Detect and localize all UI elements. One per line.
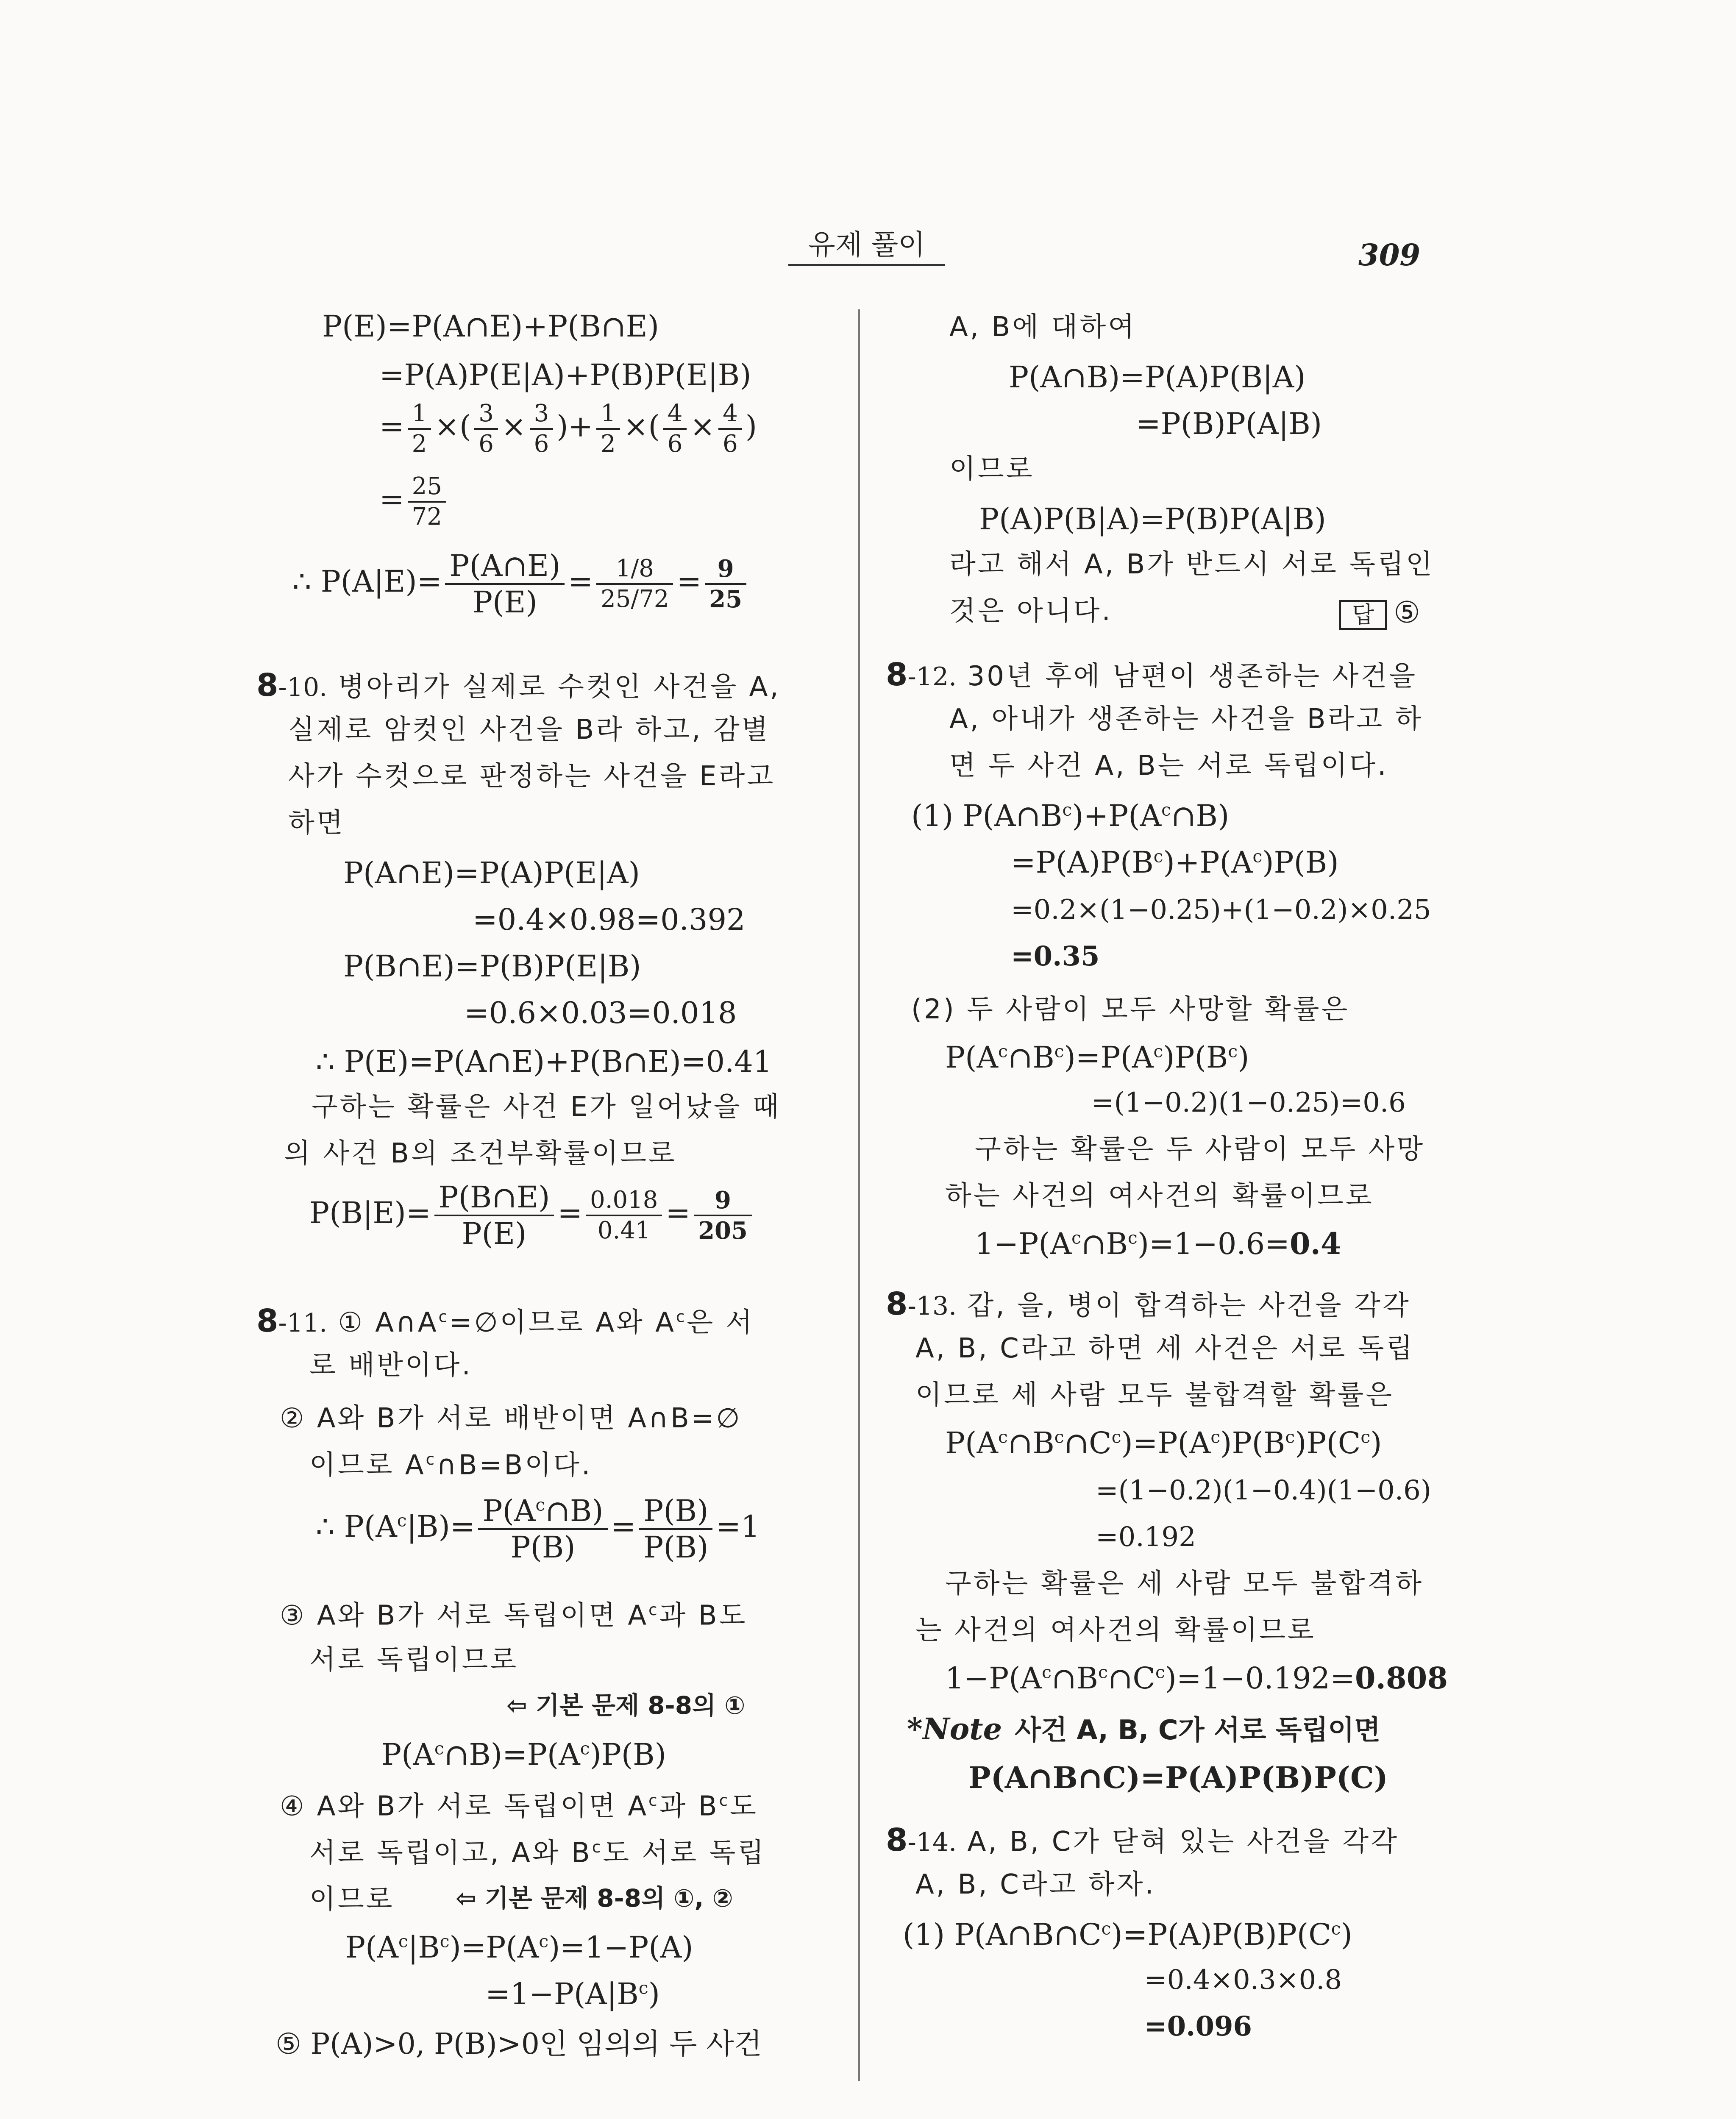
formula-line: $=1-P(A|B^c)$ bbox=[485, 1977, 660, 2011]
formula-line: = $\frac{1}{2}$ ×( $\frac{3}{6}$ × $\frac{3}{6}$ )+ $\frac{1}{2}$ ×( $\frac{4}{6}$ × $\frac{4}{6}$ ) bbox=[379, 400, 757, 458]
formula-line: =P(A)P(E|A)+P(B)P(E|B) bbox=[379, 358, 751, 392]
page-number: 309 bbox=[1358, 237, 1421, 273]
formula-line: $1-P(A^c\cap B^c\cap C^c)=1-0.192=0.808$ bbox=[945, 1660, 1448, 1696]
answer-mark: 답 ⑤ bbox=[1339, 598, 1420, 630]
formula-line: =0.35 bbox=[1011, 940, 1100, 972]
reference-note: ⇦ 기본 문제 8-8의 ①, ② bbox=[456, 1884, 733, 1913]
formula-line: P(B|E)= $\frac{P(B\cap E)}{P(E)}$ = $\frac{0.018}{0.41}$ = $\frac{9}{205}$ bbox=[309, 1182, 755, 1249]
formula-line: P(A∩B)=P(A)P(B|A) bbox=[1009, 360, 1306, 395]
formula-line: P(E)=P(A∩E)+P(B∩E) bbox=[322, 309, 659, 344]
text-line: 구하는 확률은 두 사람이 모두 사망 bbox=[975, 1134, 1425, 1165]
text-line: 구하는 확률은 세 사람 모두 불합격하 bbox=[945, 1568, 1424, 1599]
formula-line: = $\frac{25}{72}$ bbox=[379, 475, 450, 529]
text-line: 하는 사건의 여사건의 확률이므로 bbox=[945, 1180, 1374, 1212]
formula-line: P(A)P(B|A)=P(B)P(A|B) bbox=[979, 502, 1326, 537]
text-line: 면 두 사건 A, B는 서로 독립이다. bbox=[949, 750, 1388, 781]
text-line: 서로 독립이고, A와 $B^c$도 서로 독립 bbox=[309, 1837, 766, 1869]
formula-line: ∴ $P(A^c|B)=$ $\frac{P(A^c\cap B)}{P(B)}$ = $\frac{P(B)}{P(B)}$ =1 bbox=[316, 1493, 760, 1565]
text-line: 이므로 $A^c\cap B=B$이다. bbox=[309, 1449, 593, 1481]
problem-8-13-line: 8-13. 갑, 을, 병이 합격하는 사건을 각각 bbox=[886, 1286, 1411, 1322]
formula-line: =0.192 bbox=[1096, 1521, 1196, 1553]
answer-box: 답 bbox=[1339, 600, 1387, 630]
formula-line: P(A∩E)=P(A)P(E|A) bbox=[343, 856, 640, 890]
formula-line: (1) $P(A\cap B^c)+P(A^c\cap B)$ bbox=[911, 798, 1230, 833]
formula-line: $=P(A)P(B^c)+P(A^c)P(B)$ bbox=[1011, 845, 1339, 880]
formula-line: =(1−0.2)(1−0.4)(1−0.6) bbox=[1096, 1475, 1431, 1506]
formula-line: $P(A^c\cap B^c\cap C^c)=P(A^c)P(B^c)P(C^c)$ bbox=[945, 1426, 1382, 1460]
text-line: 로 배반이다. bbox=[309, 1350, 473, 1381]
text-line: 라고 해서 A, B가 반드시 서로 독립인 bbox=[949, 549, 1434, 580]
problem-number: 8-14. bbox=[886, 1822, 957, 1858]
problem-8-14-line: 8-14. A, B, C가 닫혀 있는 사건을 각각 bbox=[886, 1822, 1399, 1858]
text-line: A, B, C라고 하면 세 사건은 서로 독립 bbox=[915, 1333, 1415, 1364]
text-line: 는 사건의 여사건의 확률이므로 bbox=[915, 1615, 1316, 1646]
text-line: (2) 두 사람이 모두 사망할 확률은 bbox=[911, 994, 1350, 1025]
text-line: A, B, C라고 하자. bbox=[915, 1869, 1156, 1900]
formula-line: $P(A^c\cap B^c)=P(A^c)P(B^c)$ bbox=[945, 1040, 1249, 1075]
problem-number: 8-10. bbox=[256, 667, 328, 704]
text-line: ⑤ P(A)>0, P(B)>0인 임의의 두 사건 bbox=[275, 2027, 762, 2061]
text-line: 이므로 bbox=[949, 453, 1035, 485]
problem-number: 8-11. bbox=[256, 1303, 328, 1339]
reference-note: ⇦ 기본 문제 8-8의 ① bbox=[506, 1691, 746, 1720]
formula-line: =(1−0.2)(1−0.25)=0.6 bbox=[1091, 1087, 1406, 1118]
note-formula: P(A∩B∩C)=P(A)P(B)P(C) bbox=[968, 1760, 1388, 1795]
text-line: ④ A와 B가 서로 독립이면 $A^c$과 $B^c$도 bbox=[280, 1791, 758, 1822]
text-line: 서로 독립이므로 bbox=[309, 1644, 519, 1676]
problem-8-10-line: 8-10. 병아리가 실제로 수컷인 사건을 A, bbox=[256, 667, 781, 704]
formula-line: ∴ P(A|E)= $\frac{P(A\cap E)}{P(E)}$ = $\frac{1/8}{25/72}$ = $\frac{9}{25}$ bbox=[292, 551, 750, 617]
formula-line: =0.4×0.3×0.8 bbox=[1144, 1964, 1342, 1996]
problem-number: 8-12. bbox=[886, 656, 957, 693]
formula-line: P(B∩E)=P(B)P(E|B) bbox=[343, 949, 641, 984]
text-line: ② A와 B가 서로 배반이면 A∩B=∅ bbox=[280, 1403, 742, 1434]
formula-line: =P(B)P(A|B) bbox=[1136, 406, 1322, 441]
formula-line: (1) $P(A\cap B\cap C^c)=P(A)P(B)P(C^c)$ bbox=[903, 1917, 1352, 1952]
formula-line: =0.096 bbox=[1144, 2011, 1252, 2042]
text-line: 실제로 암컷인 사건을 B라 하고, 감별 bbox=[288, 714, 770, 745]
formula-line: $P(A^c\cap B)=P(A^c)P(B)$ bbox=[381, 1737, 666, 1772]
formula-line: ∴ P(E)=P(A∩E)+P(B∩E)=0.41 bbox=[316, 1044, 772, 1079]
text-line: 이므로 세 사람 모두 불합격할 확률은 bbox=[915, 1379, 1394, 1411]
note-line: *Note 사건 A, B, C가 서로 독립이면 bbox=[907, 1711, 1381, 1746]
formula-line: =0.4×0.98=0.392 bbox=[473, 902, 746, 937]
formula-line: =0.2×(1−0.25)+(1−0.2)×0.25 bbox=[1011, 894, 1431, 926]
text-line: 의 사건 B의 조건부확률이므로 bbox=[284, 1138, 677, 1169]
problem-8-12-line: 8-12. 30년 후에 남편이 생존하는 사건을 bbox=[886, 656, 1418, 693]
text-line: ③ A와 B가 서로 독립이면 $A^c$과 B도 bbox=[280, 1600, 748, 1632]
text-line: 이므로 bbox=[309, 1884, 395, 1915]
formula-line: $P(A^c|B^c)=P(A^c)=1-P(A)$ bbox=[345, 1930, 693, 1965]
text-line: 사가 수컷으로 판정하는 사건을 E라고 bbox=[288, 761, 776, 792]
problem-number: 8-13. bbox=[886, 1286, 957, 1322]
formula-line: $1-P(A^c\cap B^c)=1-0.6=0.4$ bbox=[975, 1226, 1341, 1261]
formula-line: =0.6×0.03=0.018 bbox=[464, 996, 737, 1030]
page-title: 유제 풀이 bbox=[788, 231, 945, 266]
column-divider bbox=[858, 309, 860, 2081]
text-line: 하면 bbox=[288, 807, 345, 839]
text-line: A, 아내가 생존하는 사건을 B라고 하 bbox=[949, 704, 1424, 735]
text-line: 구하는 확률은 사건 E가 일어났을 때 bbox=[312, 1091, 781, 1123]
problem-8-11-line: 8-11. ① $A\cap A^c=\emptyset$이므로 A와 $A^c$은 서 bbox=[256, 1303, 754, 1339]
text-line: A, B에 대하여 bbox=[949, 311, 1137, 343]
text-line: 것은 아니다. bbox=[949, 595, 1113, 627]
